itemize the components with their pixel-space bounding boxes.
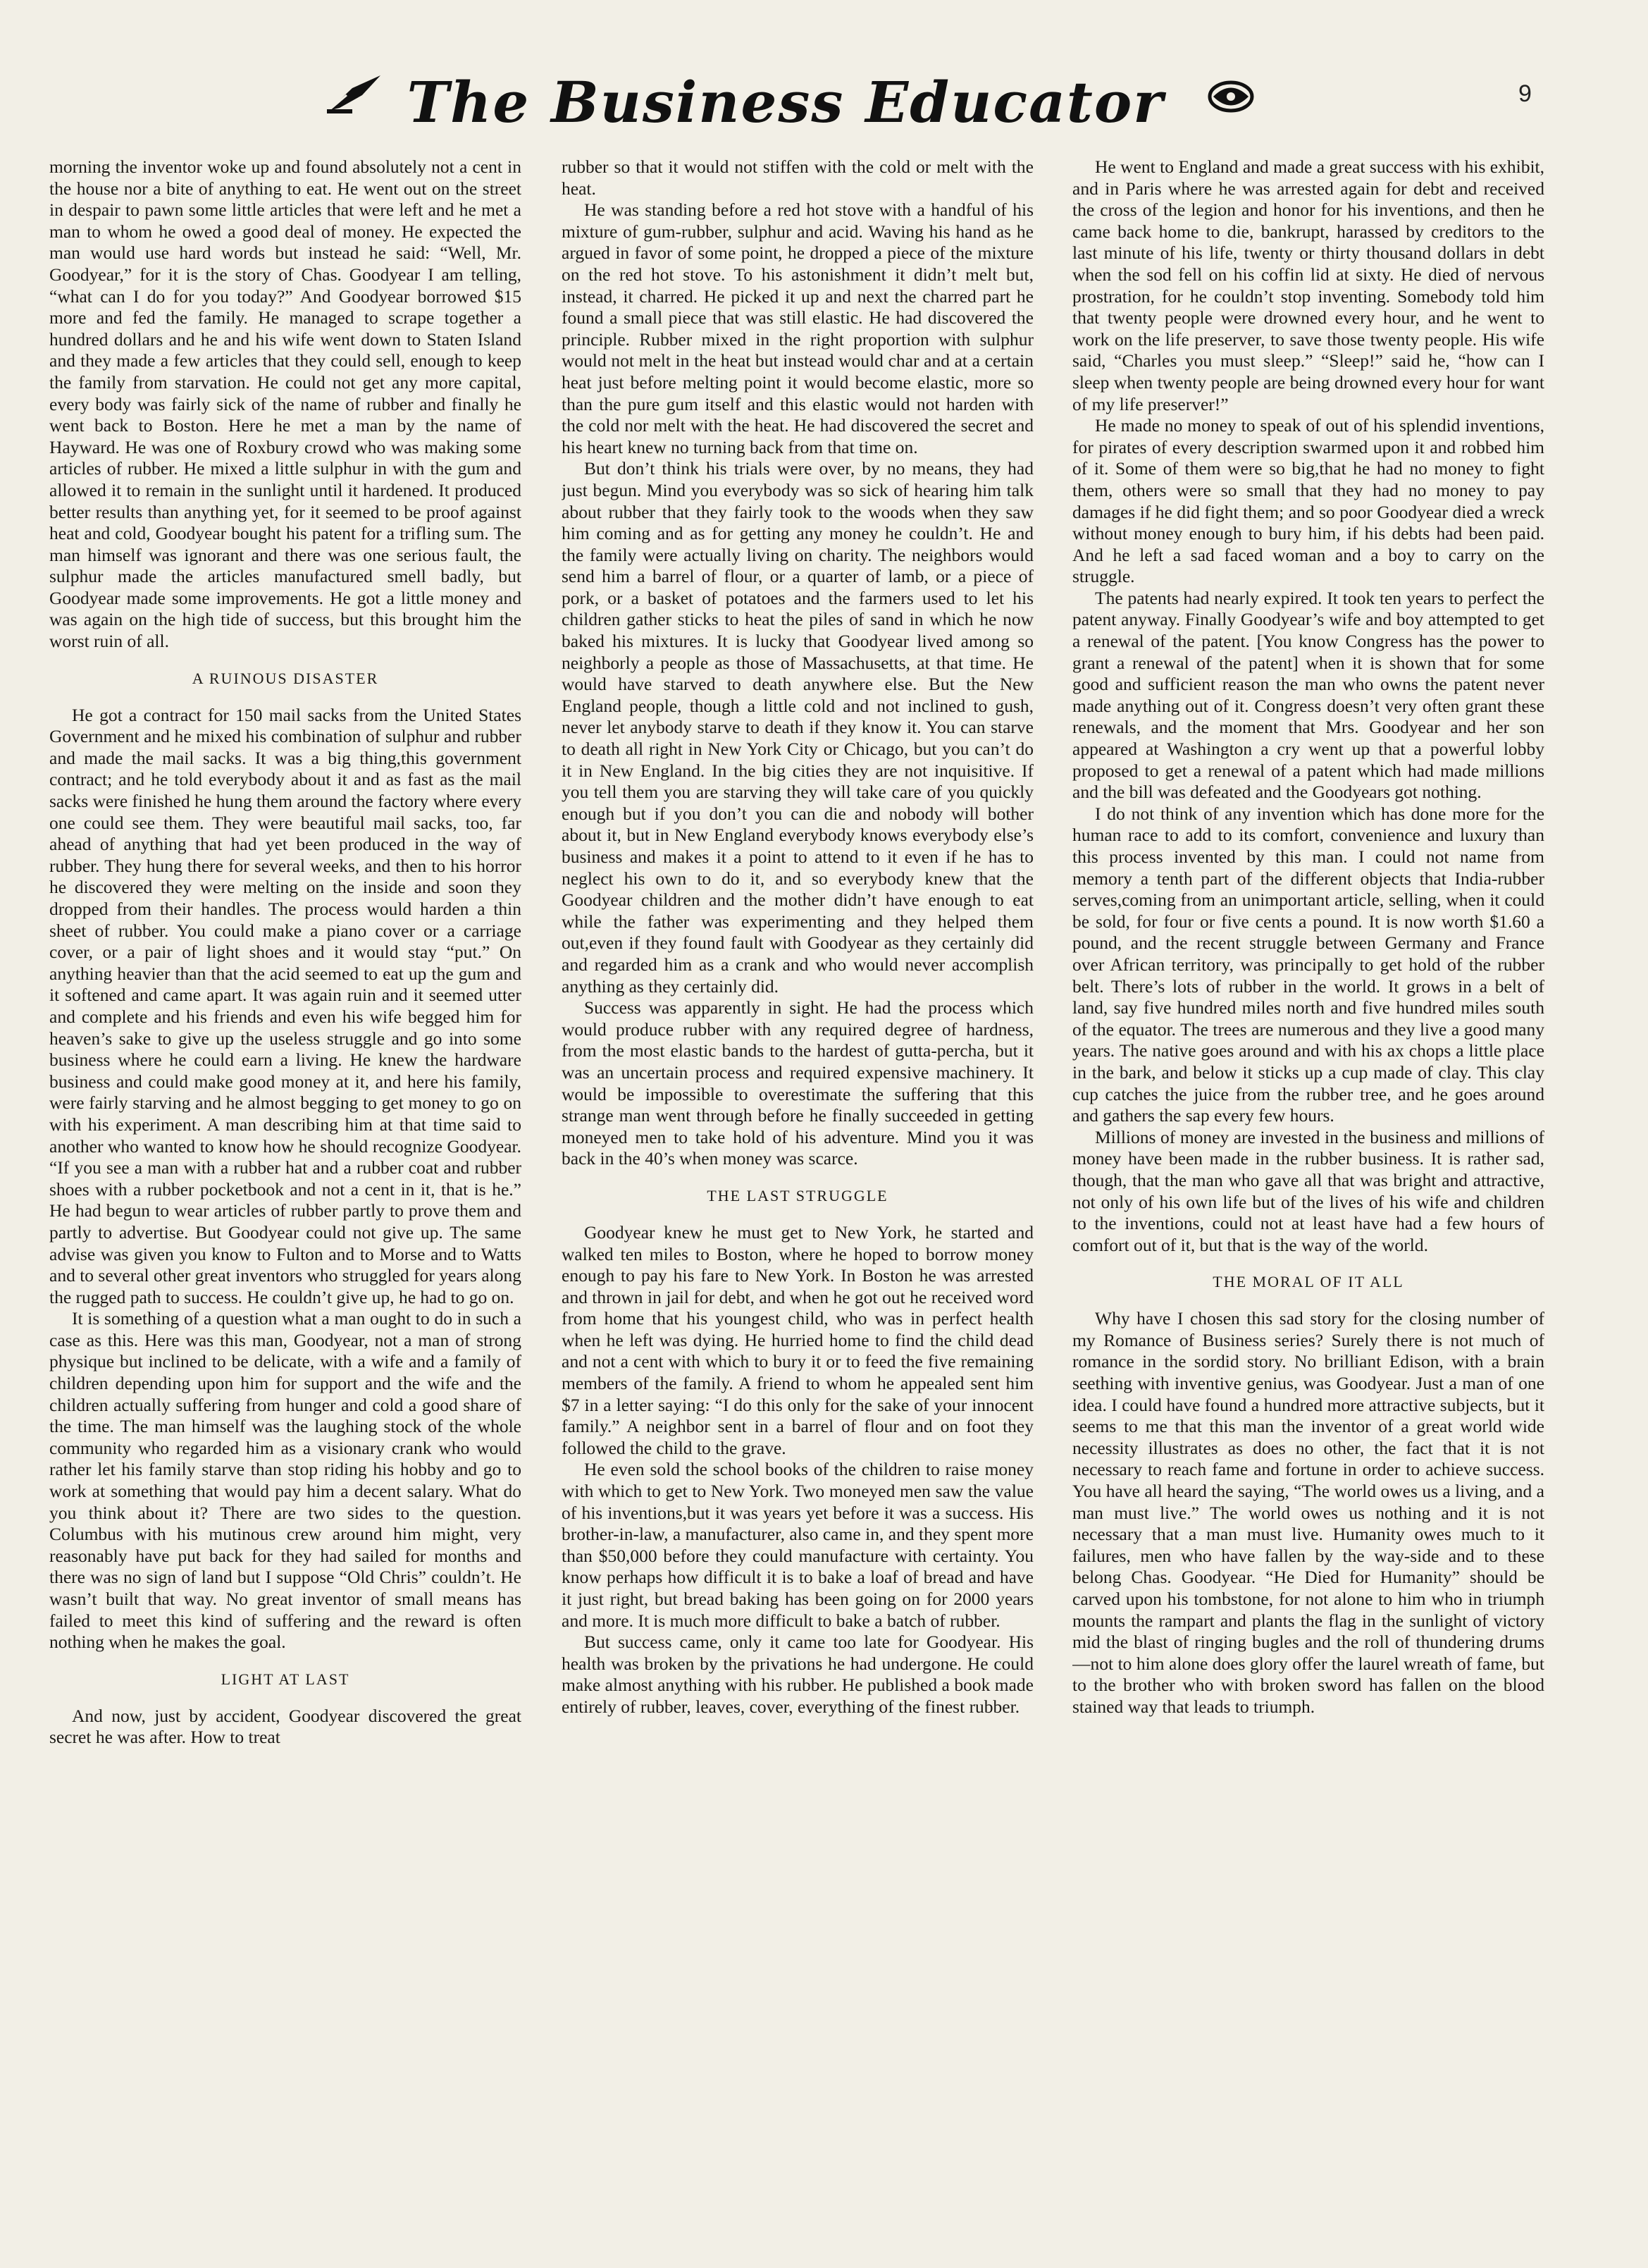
paragraph: I do not think of any invention which has done more for the human race to add to its comfort, convenience and luxury than this process invented by this man. I could not name from memory a tenth part of the different objects that India-rubber serves,coming from an unimportant article, selling, when it could be sold, for four or five cents a pound. It is now worth $1.60 a pound, and the recent struggle between Germany and France over African territory, was principally to get hold of the rubber belt. There’s lots of rubber in the world. It grows in a belt of land, say five hundred miles north and five hundred miles south of the equator. The trees are numerous and they live a good many years. The native goes around and with his ax chops a little place in the bark, and below it sticks up a cup made of clay. This clay cup catches the juice from the rubber tree, and he goes around and gathers the sap every few hours.: [1072, 803, 1544, 1126]
paragraph: rubber so that it would not stiffen with the cold or melt with the heat.: [562, 156, 1034, 199]
emblem-icon: [1206, 75, 1256, 118]
paragraph: He went to England and made a great success with his exhibit, and in Paris where he was arrested again for debt and received the cross of the legion and honor for his inventions, and then he came back home to die, bankrupt, harassed by creditors to the last minute of his life, twenty or thirty thousand dollars in debt when the sod fell on his coffin lid at sixty. He died of nervous prostration, for he couldn’t stop inventing. Somebody told him that twenty people were drowned every hour, and he went to work on the life preserver, to save those twenty people. His wife said, “Charles you must sleep.” “Sleep!” said he, “how can I sleep when twenty people are being drowned every hour for want of my life preserver!”: [1072, 156, 1544, 414]
section-heading: A RUINOUS DISASTER: [192, 669, 379, 687]
paragraph: The patents had nearly expired. It took ten years to perfect the patent anyway. Finally Goodyear’s wife and boy attempted to get a renewal of the patent. [You know Congress has the power to grant a renewal of the patent] when it is shown that for some good and sufficient reason the man who owns the patent never made anything out of it. Congress doesn’t very often grant these renewals, and the moment that Mrs. Goodyear and her son appeared at Washington a cry went up that a powerful lobby proposed to get a renewal of a patent which had made millions and the bill was defeated and the Goodyears got nothing.: [1072, 587, 1544, 803]
page-number: 9: [1518, 80, 1532, 107]
quill-pen-icon: [326, 74, 382, 116]
paragraph: He even sold the school books of the children to raise money with which to get to New York. Two moneyed men saw the value of his inventions,but it was years yet before it was a success. His brother-in-law, a manufacturer, also came in, and they spent more than $50,000 before they could manufacture with certainty. You know perhaps how difficult it is to bake a loaf of bread and have it just right, but bread baking has been going on for 2000 years and more. It is much more difficult to bake a batch of rubber.: [562, 1459, 1034, 1631]
article-column-2: [562, 156, 1034, 2172]
section-heading: THE LAST STRUGGLE: [707, 1186, 888, 1204]
paragraph: Millions of money are invested in the business and millions of money have been made in the rubber business. It is rather sad, though, that the man who gave all that was bright and attractive, not only of his own life but of the lives of his wife and children to the inventions, could not at least have had a few hours of comfort out of it, but that is the way of the world.: [1072, 1126, 1544, 1255]
paragraph: Why have I chosen this sad story for the closing number of my Romance of Business series? Surely there is not much of romance in the sordid story. No brilliant Edison, with a brain seething with inventive genius, was Goodyear. Just a man of one idea. I could have found a hundred more attractive subjects, but it seems to me that this man the inventor of a great world wide necessity illustrates as does no other, the fact that it is not necessary to reach fame and fortune in order to achieve success. You have all heard the saying, “The world owes us a living, and a man must live.” The world owes us nothing and it is not necessary that a man must live. Humanity owes much to it failures, men who have fallen by the way-side and to these belong Chas. Goodyear. “He Died for Humanity” should be carved upon his tombstone, for not alone to him who in triumph mounts the rampart and plants the flag in the sunlight of victory mid the blast of ringing bugles and the roll of thundering drums—not to him alone does glory offer the laurel wreath of fame, but to the brother who with broken sword has fallen on the blood stained way that leads to triumph.: [1072, 1308, 1544, 1717]
masthead: [0, 67, 1648, 144]
section-heading: LIGHT AT LAST: [221, 1670, 350, 1688]
paragraph: He was standing before a red hot stove with a handful of his mixture of gum-rubber, sulphur and acid. Waving his hand as he argued in favor of some point, he dropped a piece of the mixture on the red hot stove. To his astonishment it didn’t melt but, instead, it charred. He picked it up and next the charred part he found a small piece that was still elastic. He had discovered the principle. Rubber mixed in the right proportion with sulphur would not melt in the heat but instead would char and at a certain heat just before melting point it would become elastic, more so than the pure gum itself and this elastic would not harden with the cold nor melt with the heat. He had discovered the secret and his heart knew no turning back from that time on.: [562, 199, 1034, 457]
article-column-1: [49, 156, 521, 2172]
paragraph: He got a contract for 150 mail sacks from the United States Government and he mixed his combination of sulphur and rubber and made the mail sacks. It was a big thing,this government contract; and he told everybody about it and as fast as the mail sacks were finished he hung them around the factory where every one could see them. They were beautiful mail sacks, too, far ahead of anything that had yet been produced in the way of rubber. They hung there for several weeks, and then to his horror he discovered they were melting on the inside and soon they dropped from their handles. The process would harden a thin sheet of rubber. You could make a piano cover or a carriage cover, or a pair of light shoes and it would stay “put.” On anything heavier than that the acid seemed to eat up the gum and it softened and came apart. It was again ruin and it seemed utter and complete and his friends and even his wife begged him for heaven’s sake to give up the useless struggle and go into some business where he could earn a living. He knew the hardware business and could make good money at it, and here his family, were fairly starving and he almost begging to get money to go on with his experiment. A man describing him at that time said to another who wanted to know how he should recognize Goodyear. “If you see a man with a rubber hat and a rubber coat and rubber shoes with a rubber pocketbook and not a cent in it, that is he.” He had begun to wear articles of rubber partly to prove them and partly to advertise. But Goodyear could not give up. The same advise was given you know to Fulton and to Morse and to Watts and to several other great inventors who struggled for years along the rugged path to success. He couldn’t give up, he had to go on.: [49, 704, 521, 1307]
article-column-3: [1072, 156, 1544, 2172]
section-heading: THE MORAL OF IT ALL: [1213, 1273, 1404, 1291]
paragraph: It is something of a question what a man ought to do in such a case as this. Here was this man, Goodyear, not a man of strong physique but inclined to be delicate, with a wife and a family of children depending upon him for support and the wife and the children actually suffering from hunger and cold a good share of the time. The man himself was the laughing stock of the whole community who regarded him as a visionary crank who would rather let his family starve than stop riding his hobby and go to work at something that would pay him a decent salary. What do you think about it? There are two sides to the question. Columbus with his mutinous crew around him might, very reasonably have put back for they had sailed for months and there was no sign of land but I suppose “Old Chris” couldn’t. He wasn’t built that way. No great inventor of small means has failed to meet this kind of suffering and the reward is often nothing when he makes the goal.: [49, 1308, 521, 1653]
paragraph: He made no money to speak of out of his splendid inventions, for pirates of every description swarmed upon it and robbed him of it. Some of them were so big,that he had no money to fight them, others were so small that they had no money to pay damages if he did fight them; and so poor Goodyear died a wreck without money enough to bury him, if his debts had been paid. And he left a sad faced woman and a boy to carry on the struggle.: [1072, 415, 1544, 587]
masthead-title: The Business Educator: [407, 69, 1165, 135]
paragraph: But success came, only it came too late for Goodyear. His health was broken by the privations he had undergone. He could make almost anything with his rubber. He published a book made entirely of rubber, leaves, cover, everything of the finest rubber.: [562, 1632, 1034, 1717]
paragraph: Success was apparently in sight. He had the process which would produce rubber with any required degree of hardness, from the most elastic bands to the hardest of gutta-percha, but it was an uncertain process and required expensive machinery. It would be impossible to overestimate the suffering that this strange man went through before he finally succeeded in getting moneyed men to take hold of his adventure. Mind you it was back in the 40’s when money was scarce.: [562, 997, 1034, 1169]
paragraph: Goodyear knew he must get to New York, he started and walked ten miles to Boston, where he hoped to borrow money enough to pay his fare to New York. In Boston he was arrested and thrown in jail for debt, and when he got out he received word from home that his youngest child, who was in perfect health when he left was dying. He hurried home to find the child dead and not a cent with which to bury it or to feed the five remaining members of the family. A friend to whom he appealed sent him $7 in a letter saying: “I do this only for the sake of your innocent family.” A neighbor sent in a barrel of flour and on foot they followed the child to the grave.: [562, 1221, 1034, 1458]
paragraph: morning the inventor woke up and found absolutely not a cent in the house nor a bite of anything to eat. He went out on the street in despair to pawn some little articles that were left and he met a man to whom he owed a good deal of money. He expected the man would use hard words but instead he said: “Well, Mr. Goodyear,” for it is the story of Chas. Goodyear I am telling, “what can I do for you today?” And Goodyear borrowed $15 more and fed the family. He managed to scrape together a hundred dollars and he and his wife went down to Staten Island and they made a few articles that they could sell, enough to keep the family from starvation. He could not get any more capital, every body was fairly sick of the name of rubber and finally he went back to Boston. Here he met a man by the name of Hayward. He was one of Roxbury crowd who was making some articles of rubber. He mixed a little sulphur in with the gum and allowed it to remain in the sunlight until it hardened. It produced better results than anything yet, for it seemed to be proof against heat and cold, Goodyear bought his patent for a trifling sum. The man himself was ignorant and there was one serious fault, the sulphur made the articles manufactured smell badly, but Goodyear made some improvements. He got a little money and was again on the high tide of success, but this brought him the worst ruin of all.: [49, 156, 521, 652]
paragraph: But don’t think his trials were over, by no means, they had just begun. Mind you everybody was so sick of hearing him talk about rubber that they fairly took to the woods when they saw him coming and as for getting any money he couldn’t. He and the family were actually living on charity. The neighbors would send him a barrel of flour, or a quarter of lamb, or a piece of pork, or a basket of potatoes and the farmers used to let his children gather sticks to heat the piles of sand in which he now baked his mixtures. It is lucky that Goodyear lived among so neighborly a people as those of Massachusetts, at that time. He would have starved to death anywhere else. But the New England people, though a little cold and not inclined to gush, never let anybody starve to death if they know it. You can starve to death all right in New York City or Chicago, but you can’t do it in New England. In the big cities they are not inquisitive. If you tell them you are starving they will take care of you quickly enough but if you don’t you can die and nobody will bother about it, but in New England everybody knows everybody else’s business and makes it a point to attend to it even if he has to neglect his own to do it, and so everybody knew that the Goodyear children and the mother didn’t have enough to eat while the father was experimenting and they helped them out,even if they found fault with Goodyear as they certainly did and regarded him as a crank and who would never accomplish anything as they certainly did.: [562, 458, 1034, 997]
paragraph: And now, just by accident, Goodyear discovered the great secret he was after. How to treat: [49, 1705, 521, 1748]
